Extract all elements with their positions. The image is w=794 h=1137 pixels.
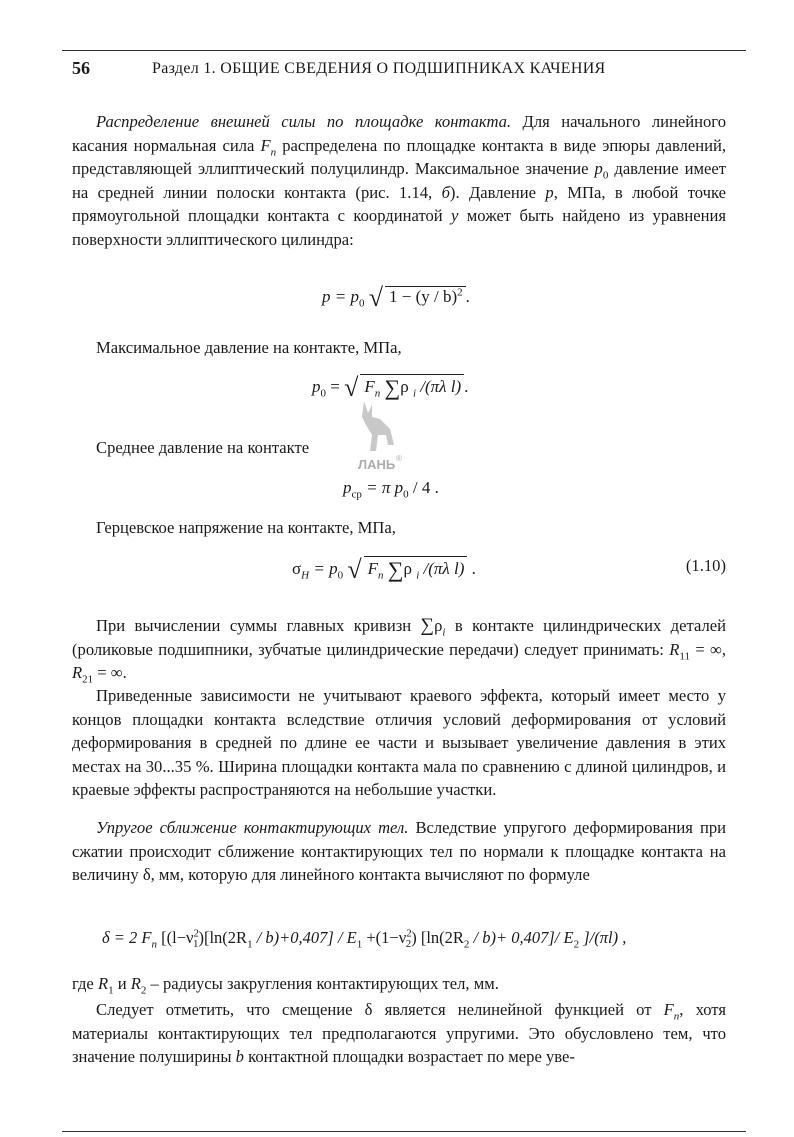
formula-mean-pressure: $p_{ср} = \pi$ $p_0 / 4$ . xyxy=(343,478,439,501)
running-head: Раздел 1. ОБЩИЕ СВЕДЕНИЯ О ПОДШИПНИКАХ КАЧЕНИЯ xyxy=(152,60,606,77)
formula-max-pressure: $p_0$ = √ $F_n$ ∑ρ $_i$ /(πλ l) . xyxy=(312,373,469,402)
page-number: 56 xyxy=(72,58,90,78)
section-title-elastic: Упругое сближение контактирующих тел. xyxy=(96,818,409,837)
formula-pressure: $p = p_0$ √ 1 − (y / b)$^2$ . xyxy=(322,283,470,312)
paragraph-edge-effect: Приведенные зависимости не учитывают краевого эффекта, который имеет место у концов площадки контакта вследствие отличия условий деформирования от условий деформирования в средней по длине ее части и вызывает увеличение давления в этих местах на 30...35 %. Ширина площадки контакта мала по сравнению с длиной цилиндров, и краевые эффекты распространяются на небольшие участки. xyxy=(72,686,726,800)
deer-logo-icon xyxy=(350,395,406,475)
publisher-watermark xyxy=(350,395,406,475)
paragraph-contact-distribution: Распределение внешней силы по площадке контакта. Для начального линейного касания нормальная сила $F_n$ распределена по площадке контакта в виде эпюры давлений, представляющей эллиптический полуцилиндр. Максимальное значение $p_0$ давление имеет на средней линии полоски контакта (рис. 1.14, б). Давление p, МПа, в любой точке прямоугольной площадки контакта с координатой y может быть найдено из уравнения поверхности эллиптического цилиндра: xyxy=(72,112,726,249)
equation-number: (1.10) xyxy=(685,556,726,575)
formula-hertz-stress: $\sigma_H = p_0$ √ $F_n$ ∑ρ $_i$ /(πλ l) . (1.10) xyxy=(292,555,726,584)
formula-approach: δ = 2 $F_n$ [$(l-\nu^2_1)[\ln(2R_1 / b)+0,407] / E_1 +(1-\nu^2_2)$ $[\ln(2R_2 / b)+ 0,407]/$ $E_2$ ]/(πl) , xyxy=(102,927,627,951)
paragraph-hertz-stress: Герцевское напряжение на контакте, МПа, xyxy=(96,518,396,537)
paragraph-elastic-approach: Упругое сближение контактирующих тел. Вследствие упругого деформирования при сжатии происходит сближение контактирующих тел по нормали к площадке контакта на величину δ, мм, которую для линейного контакта вычисляют по формуле xyxy=(72,818,726,885)
page-header xyxy=(72,58,736,82)
paragraph-nonlinear: Следует отметить, что смещение δ является нелинейной функцией от $F_n$, хотя материалы контактирующих тел предполагаются упругими. Это обусловлено тем, что значение полуширины b контактной площадки возрастает по мере уве- xyxy=(72,1000,726,1067)
svg-text:®: ® xyxy=(396,454,402,463)
sqrt-sign: √ xyxy=(368,283,384,312)
header-rule xyxy=(62,50,746,51)
svg-text:ЛАНЬ: ЛАНЬ xyxy=(358,457,396,472)
paragraph-radii: где $R_1$ и $R_2$ – радиусы закругления контактирующих тел, мм. xyxy=(72,974,499,997)
paragraph-curvature-sum: При вычислении суммы главных кривизн $\sum\rho_i$ в контакте цилиндрических деталей (роликовые подшипники, зубчатые цилиндрические передачи) следует принимать: $R_{11}$ = ∞, $R_{21}$ = ∞. xyxy=(72,615,726,686)
footer-rule xyxy=(62,1131,746,1132)
paragraph-mean-pressure: Среднее давление на контакте xyxy=(96,438,310,457)
paragraph-max-pressure: Максимальное давление на контакте, МПа, xyxy=(96,338,402,357)
section-title-distribution: Распределение внешней силы по площадке контакта. xyxy=(96,112,512,131)
